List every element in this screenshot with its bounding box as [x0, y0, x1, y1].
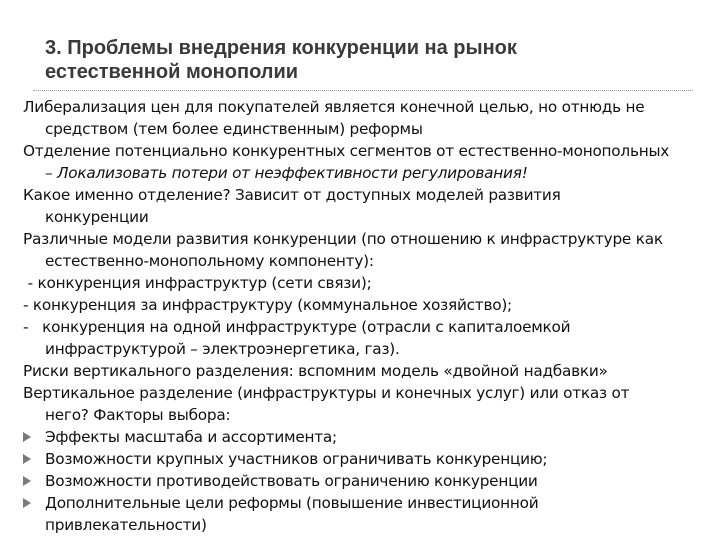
paragraph-text: Различные модели развития конкуренции (по отношению к инфраструктуре как [23, 230, 663, 248]
paragraph-model-on-infrastructure [23, 316, 720, 360]
paragraph-risks [23, 360, 720, 382]
paragraph-text: - конкуренция инфраструктур (сети связи); [23, 274, 372, 292]
slide-title [45, 36, 685, 84]
paragraph-which-separation [23, 184, 720, 228]
triangle-right-icon [23, 498, 31, 508]
triangle-right-icon [23, 454, 31, 464]
paragraph-vertical-separation [23, 382, 720, 426]
triangle-right-icon [23, 432, 31, 442]
paragraph-text: Какое именно отделение? Зависит от доступных моделей развития [23, 186, 561, 204]
paragraph-text: Отделение потенциально конкурентных сегментов от естественно-монопольных [23, 142, 670, 160]
bullet-text: Возможности противодействовать ограничению конкуренции [45, 472, 538, 490]
paragraph-continuation-italic: – Локализовать потери от неэффективности регулирования! [45, 164, 528, 182]
bullet-text: Дополнительные цели реформы (повышение инвестиционной [45, 494, 539, 512]
paragraph-separation [23, 140, 720, 184]
bullet-item-counteract [23, 470, 720, 492]
paragraph-models [23, 228, 720, 272]
paragraph-text: - конкуренция на одной инфраструктуре (отрасли с капиталоемкой [23, 318, 571, 336]
paragraph-model-for-infrastructure [23, 294, 720, 316]
paragraph-model-infrastructures [23, 272, 720, 294]
paragraph-continuation: него? Факторы выбора: [45, 406, 231, 424]
bullet-continuation: привлекательности) [45, 516, 207, 534]
paragraph-continuation: инфраструктурой – электроэнергетика, газ). [45, 340, 400, 358]
bullet-text: Возможности крупных участников ограничивать конкуренцию; [45, 450, 548, 468]
bullet-text: Эффекты масштаба и ассортимента; [45, 428, 337, 446]
title-divider [33, 90, 693, 91]
paragraph-liberalization [23, 96, 720, 140]
bullet-item-additional-goals [23, 492, 720, 536]
bullet-item-scale-effects [23, 426, 720, 448]
paragraph-text: Либерализация цен для покупателей является конечной целью, но отнюдь не [23, 98, 645, 116]
paragraph-text: Вертикальное разделение (инфраструктуры и конечных услуг) или отказ от [23, 384, 630, 402]
slide-title-line-1: 3. Проблемы внедрения конкуренции на рынок [45, 37, 517, 59]
paragraph-continuation: естественно-монопольному компоненту): [45, 252, 374, 270]
bullet-item-limit-competition [23, 448, 720, 470]
paragraph-continuation: конкуренции [45, 208, 149, 226]
paragraph-text: - конкуренция за инфраструктуру (коммунальное хозяйство); [23, 296, 512, 314]
slide-body [23, 96, 720, 536]
triangle-right-icon [23, 476, 31, 486]
paragraph-text: Риски вертикального разделения: вспомним модель «двойной надбавки» [23, 362, 608, 380]
slide-title-line-2: естественной монополии [45, 61, 299, 83]
paragraph-continuation: средством (тем более единственным) реформы [45, 120, 423, 138]
